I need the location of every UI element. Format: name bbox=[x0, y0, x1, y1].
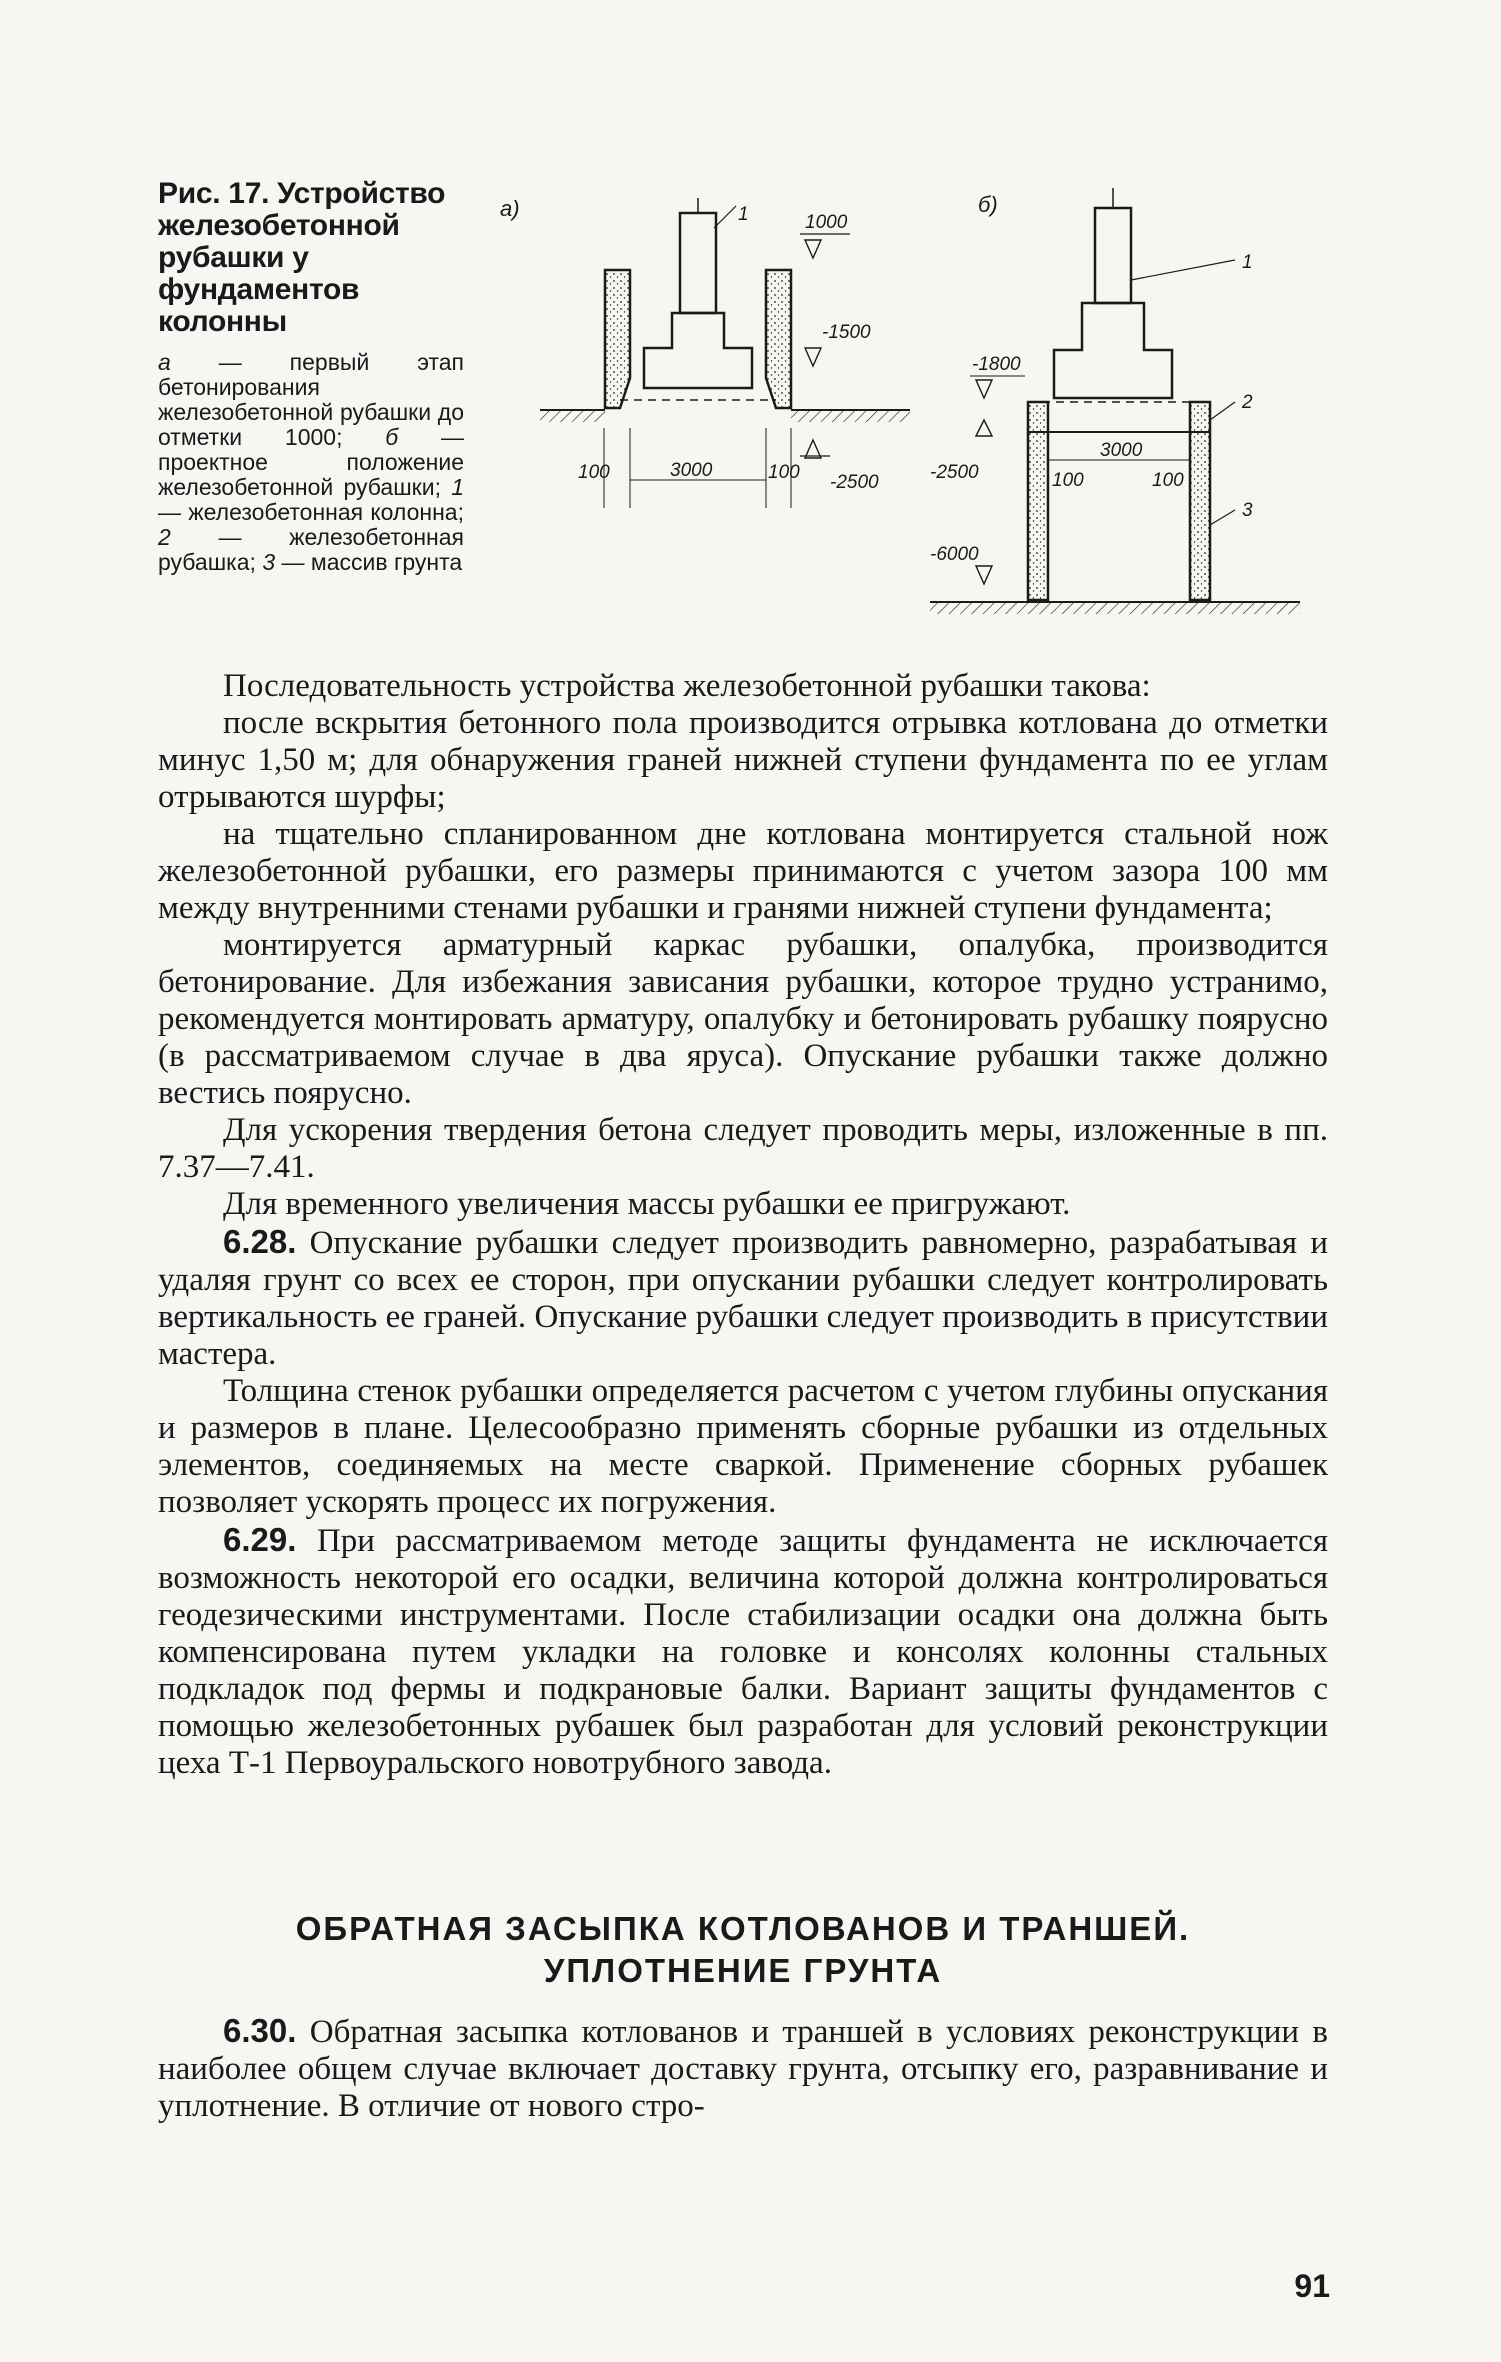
section-number: 6.29. bbox=[223, 1521, 297, 1558]
dim-minus-2500: -2500 bbox=[830, 472, 879, 493]
column-shaft bbox=[1095, 208, 1131, 303]
figure-b-label: б) bbox=[978, 192, 998, 217]
column-shaft bbox=[680, 213, 716, 313]
paragraph-text: Обратная засыпка котлованов и траншей в условиях реконструкции в наиболее общем случае включает доставку грунта, отсыпку его, разравнивание и уплотнение. В отличие от нового стро- bbox=[158, 2014, 1328, 2124]
paragraph-6-29 bbox=[158, 1521, 1328, 1782]
figure-a-drawing bbox=[500, 188, 940, 508]
paragraph-text: Опускание рубашки следует производить равномерно, разрабатывая и удаляя грунт со всех ее сторон, при опускании рубашки следует контролировать вертикальность ее граней. Опускание рубашки следует производить в присутствии мастера. bbox=[158, 1225, 1328, 1372]
dim-100-left: 100 bbox=[578, 462, 610, 483]
figure-a-label: а) bbox=[500, 196, 520, 221]
legend-text-3: — массив грунта bbox=[275, 549, 463, 575]
marker-1: 1 bbox=[1242, 252, 1253, 273]
dim-minus-2500: -2500 bbox=[930, 462, 979, 483]
dim-3000: 3000 bbox=[1100, 440, 1143, 461]
dim-minus-1800: -1800 bbox=[972, 354, 1021, 375]
figure-caption bbox=[158, 178, 464, 575]
jacket-wall-left bbox=[605, 270, 630, 408]
legend-key-3: 3 bbox=[262, 549, 276, 575]
paragraph-text: При рассматриваемом методе защиты фундамента не исключается возможность некоторой его осадки, величина которой должна контролироваться геодезическими инструментами. После стабилизации осадки она должна быть компенсирована путем укладки на головке и консолях колонны стальных подкладок под фермы и подкрановые балки. Вариант защиты фундаментов с помощью железобетонных рубашек был разработан для условий реконструкции цеха Т-1 Первоуральского новотрубного завода. bbox=[158, 1523, 1328, 1781]
section-number: 6.30. bbox=[223, 2012, 297, 2049]
dim-3000: 3000 bbox=[670, 460, 713, 481]
jacket-wall-right bbox=[766, 270, 791, 408]
paragraph: Толщина стенок рубашки определяется расчетом с учетом глубины опускания и размеров в плане. Целесообразно применять сборные рубашки из отдельных элементов, соединяемых на месте сваркой. Применение сборных рубашек позволяет ускорять процесс их погружения. bbox=[158, 1373, 1328, 1520]
figure-b-drawing bbox=[930, 180, 1300, 640]
paragraph: после вскрытия бетонного пола производится отрывка котлована до отметки минус 1,50 м; для обнаружения граней нижней ступени фундамента по ее углам отрываются шурфы; bbox=[158, 705, 1328, 815]
paragraph: Для ускорения твердения бетона следует проводить меры, изложенные в пп. 7.37—7.41. bbox=[158, 1112, 1328, 1185]
caption-legend bbox=[158, 350, 464, 575]
marker-3: 3 bbox=[1242, 500, 1253, 521]
paragraph-6-28 bbox=[158, 1223, 1328, 1373]
marker-1: 1 bbox=[738, 204, 749, 225]
legend-key-2: 2 bbox=[158, 524, 171, 550]
legend-text-a: — первый этап бетонирования железобетонной рубашки до отметки 1000; bbox=[158, 349, 464, 450]
section-number: 6.28. bbox=[223, 1223, 297, 1260]
legend-text-2: — железобетонная рубашка; bbox=[158, 524, 464, 575]
dim-100-right: 100 bbox=[1152, 470, 1184, 491]
heading-line-1: ОБРАТНАЯ ЗАСЫПКА КОТЛОВАНОВ И ТРАНШЕЙ. bbox=[295, 1910, 1191, 1947]
marker-2: 2 bbox=[1242, 392, 1253, 413]
page-number: 91 bbox=[1294, 2268, 1330, 2304]
legend-text-1: — железобетонная колонна; bbox=[158, 499, 464, 525]
paragraph-6-30 bbox=[158, 2012, 1328, 2125]
body-text-lower bbox=[158, 2012, 1328, 2125]
legend-key-1: 1 bbox=[451, 474, 464, 500]
body-text-upper bbox=[158, 668, 1328, 1782]
paragraph: на тщательно спланированном дне котлована монтируется стальной нож железобетонной рубашки, его размеры принимаются с учетом зазора 100 мм между внутренними стенами рубашки и гранями нижней ступени фундамента; bbox=[158, 816, 1328, 926]
foundation-steps bbox=[644, 313, 752, 388]
caption-title: Рис. 17. Устройство железобетонной рубашки у фундаментов колонны bbox=[158, 177, 446, 338]
foundation-steps bbox=[1054, 303, 1172, 398]
heading-line-2: УПЛОТНЕНИЕ ГРУНТА bbox=[543, 1952, 943, 1989]
legend-text-b: — проектное положение железобетонной рубашки; bbox=[158, 424, 464, 500]
paragraph: Для временного увеличения массы рубашки ее пригружают. bbox=[223, 1186, 1071, 1222]
dim-minus-1500: -1500 bbox=[822, 322, 871, 343]
section-heading bbox=[158, 1908, 1328, 1992]
dim-minus-6000: -6000 bbox=[930, 544, 979, 565]
legend-key-b: б bbox=[385, 424, 399, 450]
paragraph: Последовательность устройства железобетонной рубашки такова: bbox=[223, 668, 1151, 704]
dim-100-right: 100 bbox=[768, 462, 800, 483]
legend-key-a: а bbox=[158, 349, 171, 375]
dim-100-left: 100 bbox=[1052, 470, 1084, 491]
paragraph: монтируется арматурный каркас рубашки, опалубка, производится бетонирование. Для избежания зависания рубашки, которое трудно устранимо, рекомендуется монтировать арматуру, опалубку и бетонировать рубашку поярусно (в рассматриваемом случае в два яруса). Опускание рубашки также должно вестись поярусно. bbox=[158, 927, 1328, 1111]
dim-1000: 1000 bbox=[805, 212, 848, 233]
